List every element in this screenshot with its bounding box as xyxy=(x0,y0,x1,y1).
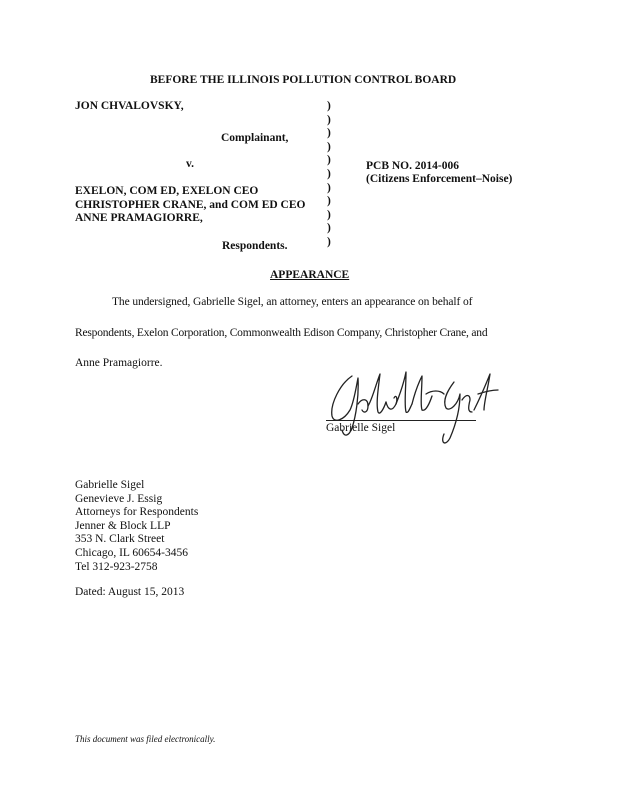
respondent-line: ANNE PRAMAGIORRE, xyxy=(75,212,203,224)
contact-line: Attorneys for Respondents xyxy=(75,506,199,519)
paren: ) xyxy=(327,195,331,208)
respondent-line: EXELON, COM ED, EXELON CEO xyxy=(75,185,259,197)
contact-line: Chicago, IL 60654-3456 xyxy=(75,546,188,559)
document-heading: APPEARANCE xyxy=(270,269,350,281)
contact-block xyxy=(75,479,198,574)
signature-printed-name: Gabrielle Sigel xyxy=(326,422,396,434)
footer-note: This document was filed electronically. xyxy=(75,734,216,744)
case-number: PCB NO. 2014-006 xyxy=(366,160,459,172)
handwritten-signature xyxy=(322,364,502,450)
complainant-role: Complainant, xyxy=(221,132,289,144)
body-line: Anne Pramagiorre. xyxy=(75,357,163,369)
complainant-name: JON CHVALOVSKY, xyxy=(75,100,184,112)
contact-line: Tel 312-923-2758 xyxy=(75,560,158,573)
board-title: BEFORE THE ILLINOIS POLLUTION CONTROL BOARD xyxy=(150,74,457,86)
paren: ) xyxy=(327,222,331,235)
contact-line: Genevieve J. Essig xyxy=(75,492,163,505)
respondent-line: CHRISTOPHER CRANE, and COM ED CEO xyxy=(75,198,306,211)
paren: ) xyxy=(327,154,331,167)
caption-parentheses xyxy=(327,100,331,250)
versus-label: v. xyxy=(186,158,194,170)
paren: ) xyxy=(327,140,331,153)
signature-line xyxy=(326,420,476,421)
paren: ) xyxy=(327,208,331,221)
contact-line: 353 N. Clark Street xyxy=(75,533,165,546)
paren: ) xyxy=(327,113,331,126)
respondents-names xyxy=(75,185,305,226)
contact-line: Gabrielle Sigel xyxy=(75,479,145,491)
paren: ) xyxy=(327,127,331,140)
paren: ) xyxy=(327,235,331,248)
body-line: The undersigned, Gabrielle Sigel, an attorney, enters an appearance on behalf of xyxy=(112,296,473,308)
respondents-role: Respondents. xyxy=(222,240,288,252)
body-line: Respondents, Exelon Corporation, Commonwealth Edison Company, Christopher Crane, and xyxy=(75,327,488,339)
dated-line: Dated: August 15, 2013 xyxy=(75,586,185,598)
contact-line: Jenner & Block LLP xyxy=(75,519,171,532)
paren: ) xyxy=(327,181,331,194)
paren: ) xyxy=(327,100,331,112)
case-type: (Citizens Enforcement–Noise) xyxy=(366,173,513,185)
paren: ) xyxy=(327,167,331,180)
